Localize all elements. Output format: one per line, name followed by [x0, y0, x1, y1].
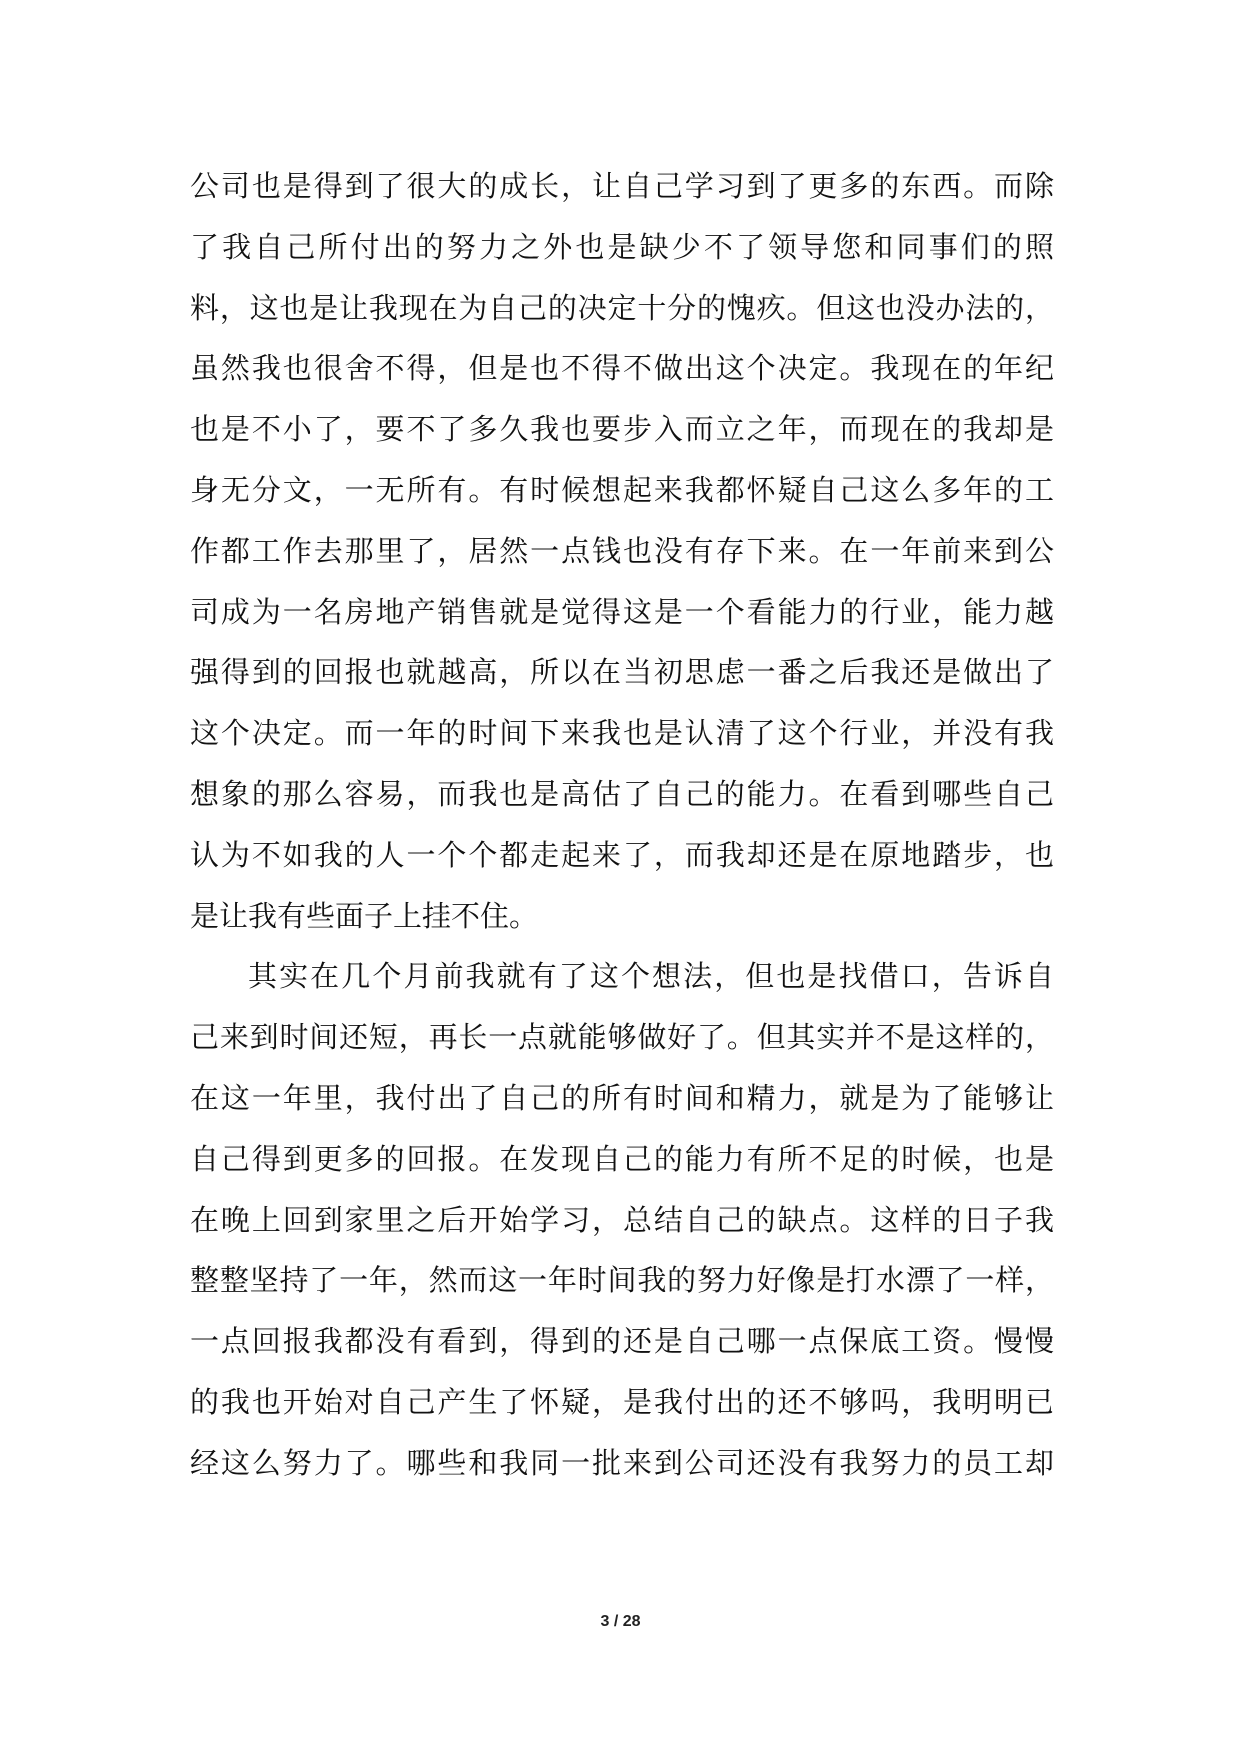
text-line: 在晚上回到家里之后开始学习，总结自己的缺点。这样的日子我: [190, 1202, 1054, 1237]
text-line: 了我自己所付出的努力之外也是缺少不了领导您和同事们的照: [190, 229, 1054, 264]
text-line: 虽然我也很舍不得，但是也不得不做出这个决定。我现在的年纪: [190, 351, 1054, 386]
text-line: 自己得到更多的回报。在发现自己的能力有所不足的时候，也是: [190, 1141, 1054, 1176]
text-line: 这个决定。而一年的时间下来我也是认清了这个行业，并没有我: [190, 716, 1054, 751]
text-line: 经这么努力了。哪些和我同一批来到公司还没有我努力的员工却: [190, 1445, 1054, 1480]
text-line: 的我也开始对自己产生了怀疑，是我付出的还不够吗，我明明已: [190, 1384, 1054, 1419]
text-line: 一点回报我都没有看到，得到的还是自己哪一点保底工资。慢慢: [190, 1324, 1054, 1359]
text-line: 认为不如我的人一个个都走起来了，而我却还是在原地踏步，也: [190, 837, 1054, 872]
text-line: 己来到时间还短，再长一点就能够做好了。但其实并不是这样的，: [190, 1020, 1054, 1055]
text-line: 想象的那么容易，而我也是高估了自己的能力。在看到哪些自己: [190, 776, 1054, 811]
body-text: [190, 156, 1054, 1494]
text-line: 公司也是得到了很大的成长，让自己学习到了更多的东西。而除: [190, 169, 1054, 203]
text-line: 司成为一名房地产销售就是觉得这是一个看能力的行业，能力越: [190, 594, 1054, 629]
text-line: 整整坚持了一年，然而这一年时间我的努力好像是打水漂了一样，: [190, 1263, 1054, 1298]
text-line: 强得到的回报也就越高，所以在当初思虑一番之后我还是做出了: [190, 655, 1054, 690]
text-line: 身无分文，一无所有。有时候想起来我都怀疑自己这么多年的工: [190, 472, 1054, 507]
text-line: 作都工作去那里了，居然一点钱也没有存下来。在一年前来到公: [190, 533, 1054, 568]
page-number: 3 / 28: [600, 1613, 641, 1630]
text-line: 也是不小了，要不了多久我也要步入而立之年，而现在的我却是: [190, 412, 1054, 447]
text-line: 其实在几个月前我就有了这个想法，但也是找借口，告诉自: [248, 959, 1054, 994]
text-line: 是让我有些面子上挂不住。: [190, 898, 539, 933]
text-line: 料，这也是让我现在为自己的决定十分的愧疚。但这也没办法的，: [190, 290, 1054, 325]
text-line: 在这一年里，我付出了自己的所有时间和精力，就是为了能够让: [190, 1080, 1054, 1115]
